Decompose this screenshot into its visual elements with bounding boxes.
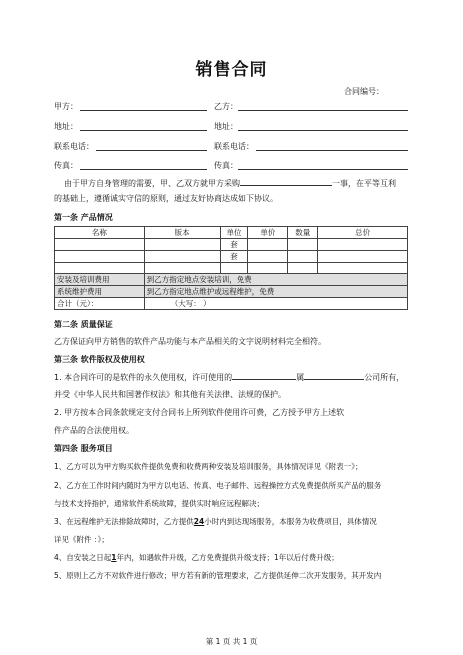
cell-price [248, 251, 288, 263]
service-item-2-line1: 2、乙方在工作时间内随时为甲方以电话、传真、电子邮件、远程操控方式免费提供所买产品的服务 [54, 481, 382, 490]
cell-price [248, 239, 288, 251]
intro-line-1 [64, 177, 396, 190]
section-3-p1 [54, 371, 404, 384]
section-1-heading: 第一条 产品情况 [54, 213, 113, 222]
product-table [54, 226, 408, 310]
install-value: 到乙方指定地点安装培训，免费 [144, 274, 407, 286]
address-b-label: 地址： [214, 122, 238, 131]
service-item-3 [54, 516, 377, 528]
phone-b-line [256, 150, 408, 151]
address-b-line [238, 130, 408, 131]
intro-line-2: 的基础上，遵循诚实守信的原则，通过友好协商达成如下协议。 [54, 194, 278, 203]
service-item-1: 1、乙方可以为甲方购买软件提供免费和收费两种安装及培训服务，具体情况详见《附表一》； [54, 462, 363, 471]
fax-b-line [238, 169, 408, 170]
section-2-heading: 第二条 质量保证 [54, 320, 113, 329]
party-b-line [238, 110, 408, 111]
contract-number-label: 合同编号： [344, 87, 384, 96]
phone-a-line [96, 150, 207, 151]
intro-text-b: 一事，在平等互利 [332, 179, 396, 188]
table-row [55, 239, 408, 251]
section-3-p2-line1: 2. 甲方按本合同条款规定支付合同书上所列软件使用许可费，乙方授予甲方上述软 [54, 408, 345, 417]
page-footer: 第 1 页 共 1 页 [205, 637, 258, 646]
company-blank [304, 371, 364, 380]
phone-a-label: 联系电话： [54, 142, 94, 151]
service-item-2-line2: 与技术支持指护，通常软件系统故障，提供实时响应远程解决； [54, 499, 264, 508]
party-a-line [80, 110, 207, 111]
header-total: 总价 [318, 227, 408, 239]
cell-total [318, 251, 408, 263]
fax-b-label: 传真： [214, 161, 238, 170]
i4-years: 1 [111, 553, 117, 562]
cell-name [55, 251, 145, 263]
header-unit: 单位 [220, 227, 248, 239]
maintenance-value: 到乙方指定地点维护或远程维护，免费 [144, 286, 407, 298]
cell-unit: 套 [220, 251, 248, 263]
total-label: 合计（元）： [55, 298, 145, 310]
section-3-p2-line2: 件产品的合法使用权。 [54, 426, 134, 435]
install-label: 安装及培训费用 [55, 274, 145, 286]
i4-text-b: 年内，如遇软件升级，乙方免费提供升级支持；1年以后付费升级； [116, 553, 339, 562]
fax-a-line [80, 169, 207, 170]
table-row [55, 251, 408, 263]
service-item-4 [54, 552, 339, 564]
i3-text-a: 3、在远程维护无法排除故障时，乙方提供 [54, 517, 194, 526]
cell-unit: 套 [220, 239, 248, 251]
total-upper: （大写： ） [144, 298, 407, 310]
page-title: 销售合同 [195, 60, 268, 80]
section-3-heading: 第三条 软件版权及使用权 [54, 355, 145, 364]
phone-b-label: 联系电话： [214, 142, 254, 151]
party-b-label: 乙方： [214, 102, 238, 111]
party-a-label: 甲方： [54, 102, 78, 111]
cell-total [318, 239, 408, 251]
i4-text-a: 4、自安装之日起 [54, 553, 112, 562]
software-blank [232, 371, 296, 380]
cell-version [144, 239, 220, 251]
cell-name [55, 239, 145, 251]
service-item-3-line2: 详见《附件 ：》； [54, 535, 109, 544]
p1-text-a: 1. 本合同许可的是软件的永久使用权，许可使用的 [54, 373, 233, 382]
table-header-row [55, 227, 408, 239]
cell-qty [288, 239, 318, 251]
cell-qty [288, 251, 318, 263]
maintenance-row [55, 286, 408, 298]
table-row-empty [55, 263, 408, 274]
install-row [55, 274, 408, 286]
fax-a-label: 传真： [54, 161, 78, 170]
section-3-p1-line2: 并受《中华人民共和国著作权法》和其他有关法律、法规的保护。 [54, 390, 286, 399]
address-a-line [80, 130, 207, 131]
i3-hours: 24 [193, 517, 205, 526]
header-version: 版本 [144, 227, 220, 239]
i3-text-b: 小时内到达现场服务，本服务为收费项目，具体情况 [204, 517, 377, 526]
p1-text-b: 属 [296, 373, 305, 382]
purchase-blank [240, 177, 332, 186]
cell-version [144, 251, 220, 263]
service-item-5: 5、原则上乙方不对软件进行修改；甲方若有新的管理要求，乙方提供延伸二次开发服务，其开发内 [54, 571, 382, 580]
header-qty: 数量 [288, 227, 318, 239]
header-name: 名称 [55, 227, 145, 239]
maintenance-label: 系统维护费用 [55, 286, 145, 298]
header-price: 单价 [248, 227, 288, 239]
section-2-text: 乙方保证向甲方销售的软件产品功能与本产品相关的文字说明材料完全相符。 [54, 337, 326, 346]
p1-text-c: 公司所有， [364, 373, 405, 382]
total-row [55, 298, 408, 310]
section-4-heading: 第四条 服务项目 [54, 444, 113, 453]
address-a-label: 地址： [54, 122, 78, 131]
intro-text-a: 由于甲方自身管理的需要，甲、乙双方就甲方采购 [64, 179, 240, 188]
